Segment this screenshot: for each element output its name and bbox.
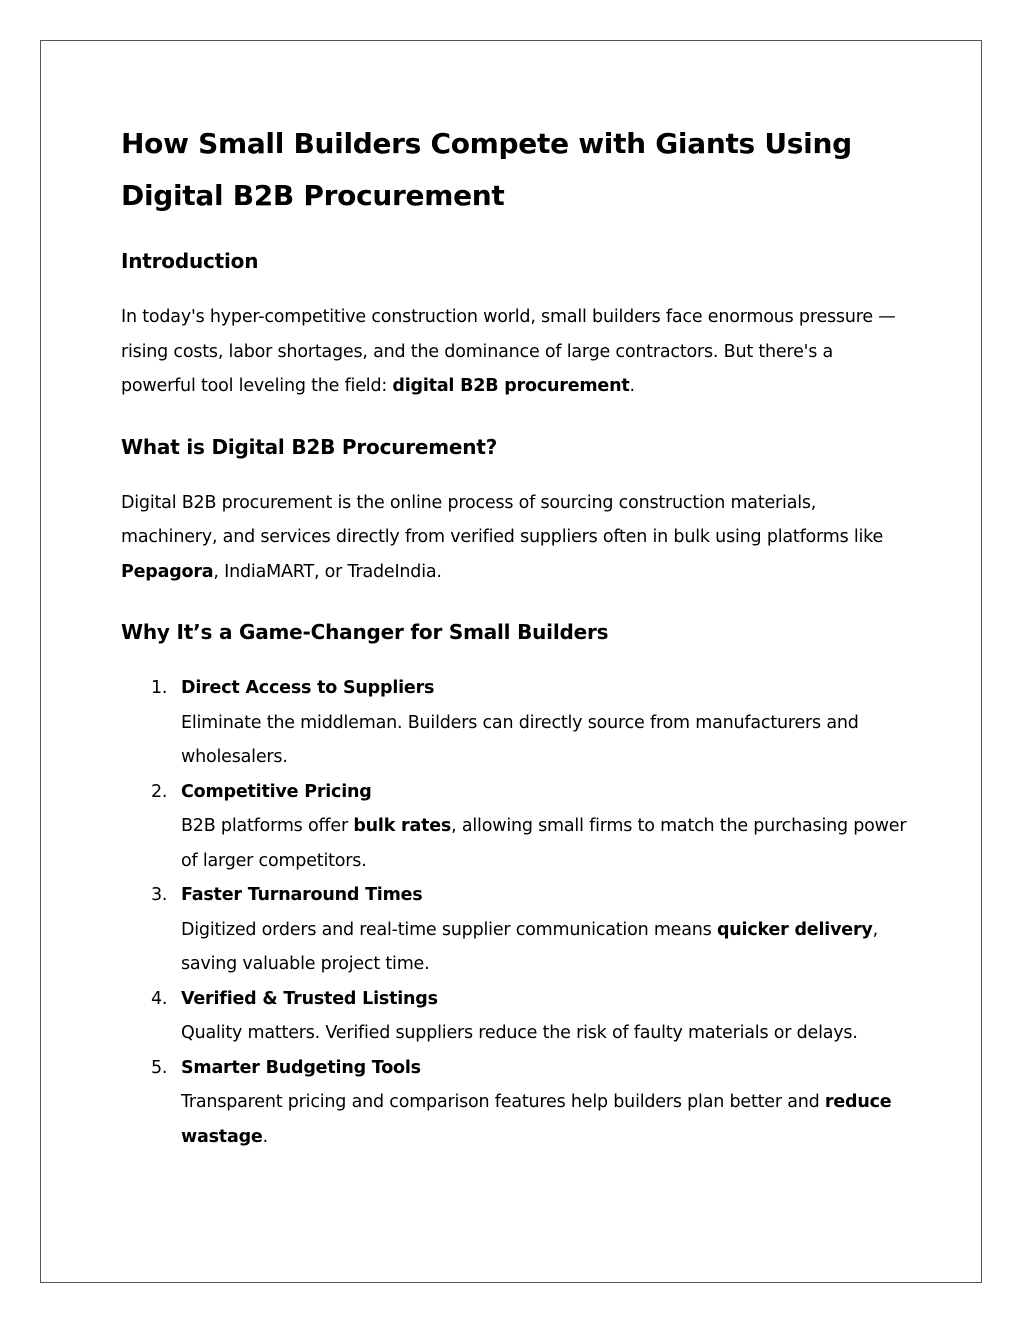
intro-end: .: [629, 376, 635, 396]
list-item-text-end: , allowing small firms to match the purchasing power of larger competitors.: [181, 816, 907, 871]
list-item-title: Direct Access to Suppliers: [181, 678, 435, 698]
list-number: 1.: [151, 678, 168, 698]
benefits-list: [121, 671, 911, 1154]
list-number: 5.: [151, 1057, 168, 1078]
list-item: [151, 878, 911, 982]
what-end: , IndiaMART, or TradeIndia.: [213, 561, 442, 582]
list-item: [151, 1051, 911, 1155]
what-bold: Pepagora: [121, 561, 214, 582]
list-item-text-end: , saving valuable project time.: [181, 919, 878, 974]
list-number: 2.: [151, 781, 168, 802]
list-item-text: Quality matters. Verified suppliers reduce the risk of faulty materials or delays.: [181, 1023, 858, 1043]
list-item-title: Verified & Trusted Listings: [181, 988, 438, 1009]
list-item-title: Competitive Pricing: [181, 781, 372, 802]
intro-bold: digital B2B procurement: [392, 376, 630, 396]
list-item-text: Eliminate the middleman. Builders can directly source from manufacturers and wholesalers.: [181, 712, 859, 767]
list-item-title: Faster Turnaround Times: [181, 885, 423, 905]
list-item-bold: bulk rates: [353, 816, 452, 836]
list-item-text: Transparent pricing and comparison features help builders plan better and: [181, 1092, 825, 1112]
list-item-bold: reduce wastage: [181, 1092, 892, 1147]
what-paragraph: [121, 486, 911, 590]
list-item-text-end: .: [262, 1126, 268, 1147]
list-item: [151, 671, 911, 775]
what-heading: What is Digital B2B Procurement?: [121, 434, 498, 459]
list-item-title: Smarter Budgeting Tools: [181, 1057, 421, 1078]
why-heading: Why It’s a Game-Changer for Small Builders: [121, 620, 609, 644]
intro-heading: Introduction: [121, 249, 259, 273]
intro-paragraph: [121, 300, 911, 404]
document-body: [121, 118, 911, 1154]
intro-text: In today's hyper-competitive construction world, small builders face enormous pressure — rising costs, labor shortages, and the dominance of large contractors. But there's a powerful tool leveling the field:: [121, 307, 896, 396]
list-item-text: B2B platforms offer: [181, 816, 354, 836]
list-item: [151, 982, 911, 1051]
list-item: [151, 775, 911, 879]
list-item-text: Digitized orders and real-time supplier communication means: [181, 919, 717, 940]
list-item-bold: quicker delivery: [716, 919, 873, 940]
page-title: How Small Builders Compete with Giants Using Digital B2B Procurement: [121, 127, 852, 212]
what-text: Digital B2B procurement is the online process of sourcing construction materials, machinery, and services directly from verified suppliers often in bulk using platforms like: [121, 492, 884, 547]
list-number: 3.: [151, 885, 168, 905]
list-number: 4.: [151, 988, 168, 1009]
